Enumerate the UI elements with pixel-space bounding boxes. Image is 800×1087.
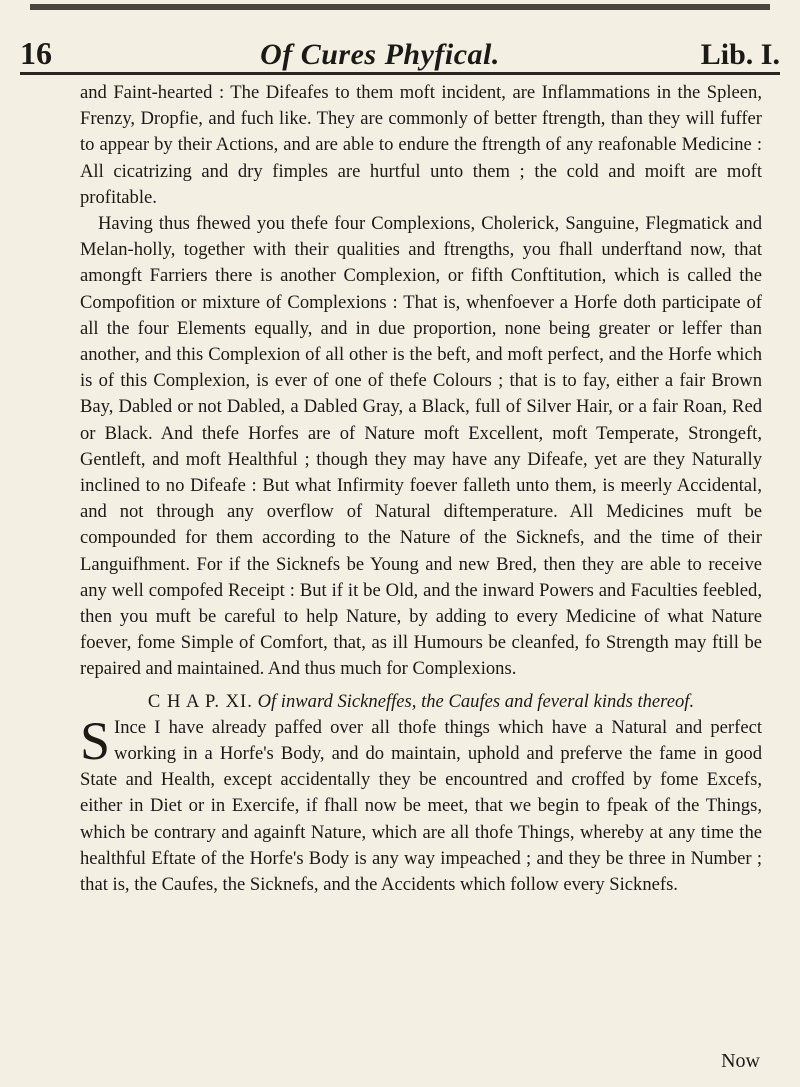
page-header [20,22,780,72]
body-text [80,80,762,898]
paragraph-complexions: Having thus fhewed you thefe four Complexions, Cholerick, Sanguine, Flegmatick and Melan-holly, together with their qualities and ftrengths, you fhall underftand now, that amongft Farriers there is another Complexion, or fifth Conftitution, which is called the Compofition or mixture of Complexions : That is, whenfoever a Horfe doth participate of all the four Elements equally, and in due proportion, none being greater or leffer than another, and this Complexion of all other is the beft, and moft perfect, and the Horfe which is of this Complexion, is ever of one of thefe Colours ; that is to fay, either a fair Brown Bay, Dabled or not Dabled, a Dabled Gray, a Black, full of Silver Hair, or a fair Roan, Red or Black. And thefe Horfes are of Nature moft Excellent, moft Temperate, Strongeft, Gentleft, and moft Healthful ; though they may have any Difeafe, yet are they Naturally inclined to no Difeafe : But what Infirmity foever falleth unto them, is meerly Accidental, and not through any overflow of Natural diftemperature. All Medicines muft be compounded for them according to the Nature of the Sicknefs, and the time of their Languifhment. For if the Sicknefs be Young and new Bred, then they are able to receive any well compofed Receipt : But if it be Old, and the inward Powers and Faculties feebled, then you muft be careful to help Nature, by adding to every Medicine of what Nature foever, fome Simple of Comfort, that, as ill Humours be cleanfed, fo Strength may ftill be repaired and maintained. And thus much for Complexions. [80,213,762,680]
chapter-heading [80,689,762,715]
header-rule [20,72,780,75]
page-number: 16 [20,35,52,71]
running-head: Of Cures Phyfical. [260,38,500,71]
paragraph-continued: and Faint-hearted : The Difeafes to them moft incident, are Inflammations in the Spleen, Frenzy, Dropfie, and fuch like. They are commonly of better ftrength, than they will fuffer to appear by their Actions, and are able to endure the ftrength of any reafonable Medicine : All cicatrizing and dry fimples are hurtful unto them ; the cold and moift are moft profitable. [80,82,762,208]
chapter-label: C H A P. XI. [147,690,253,712]
catchword: Now [721,1050,760,1072]
book-reference: Lib. I. [700,38,780,71]
chapter-title: Of inward Sickneffes, the Caufes and feveral kinds thereof. [257,690,695,712]
drop-capital: S [80,710,111,771]
chapter-first-paragraph [80,710,762,898]
chapter-paragraph-text: Ince I have already paffed over all thofe things which have a Natural and perfect working in a Horfe's Body, and do maintain, uphold and preferve the fame in good State and Health, except accidentally they be encountred and croffed by fome Excefs, either in Diet or in Exercife, if fhall now be meet, that we begin to fpeak of the Things, which be contrary and againft Nature, which are all thofe Things, whereby at any time the healthful Eftate of the Horfe's Body is any way impeached ; and they be three in Number ; that is, the Caufes, the Sicknefs, and the Accidents which follow every Sicknefs. [80,716,762,896]
top-border-rule [30,4,770,10]
